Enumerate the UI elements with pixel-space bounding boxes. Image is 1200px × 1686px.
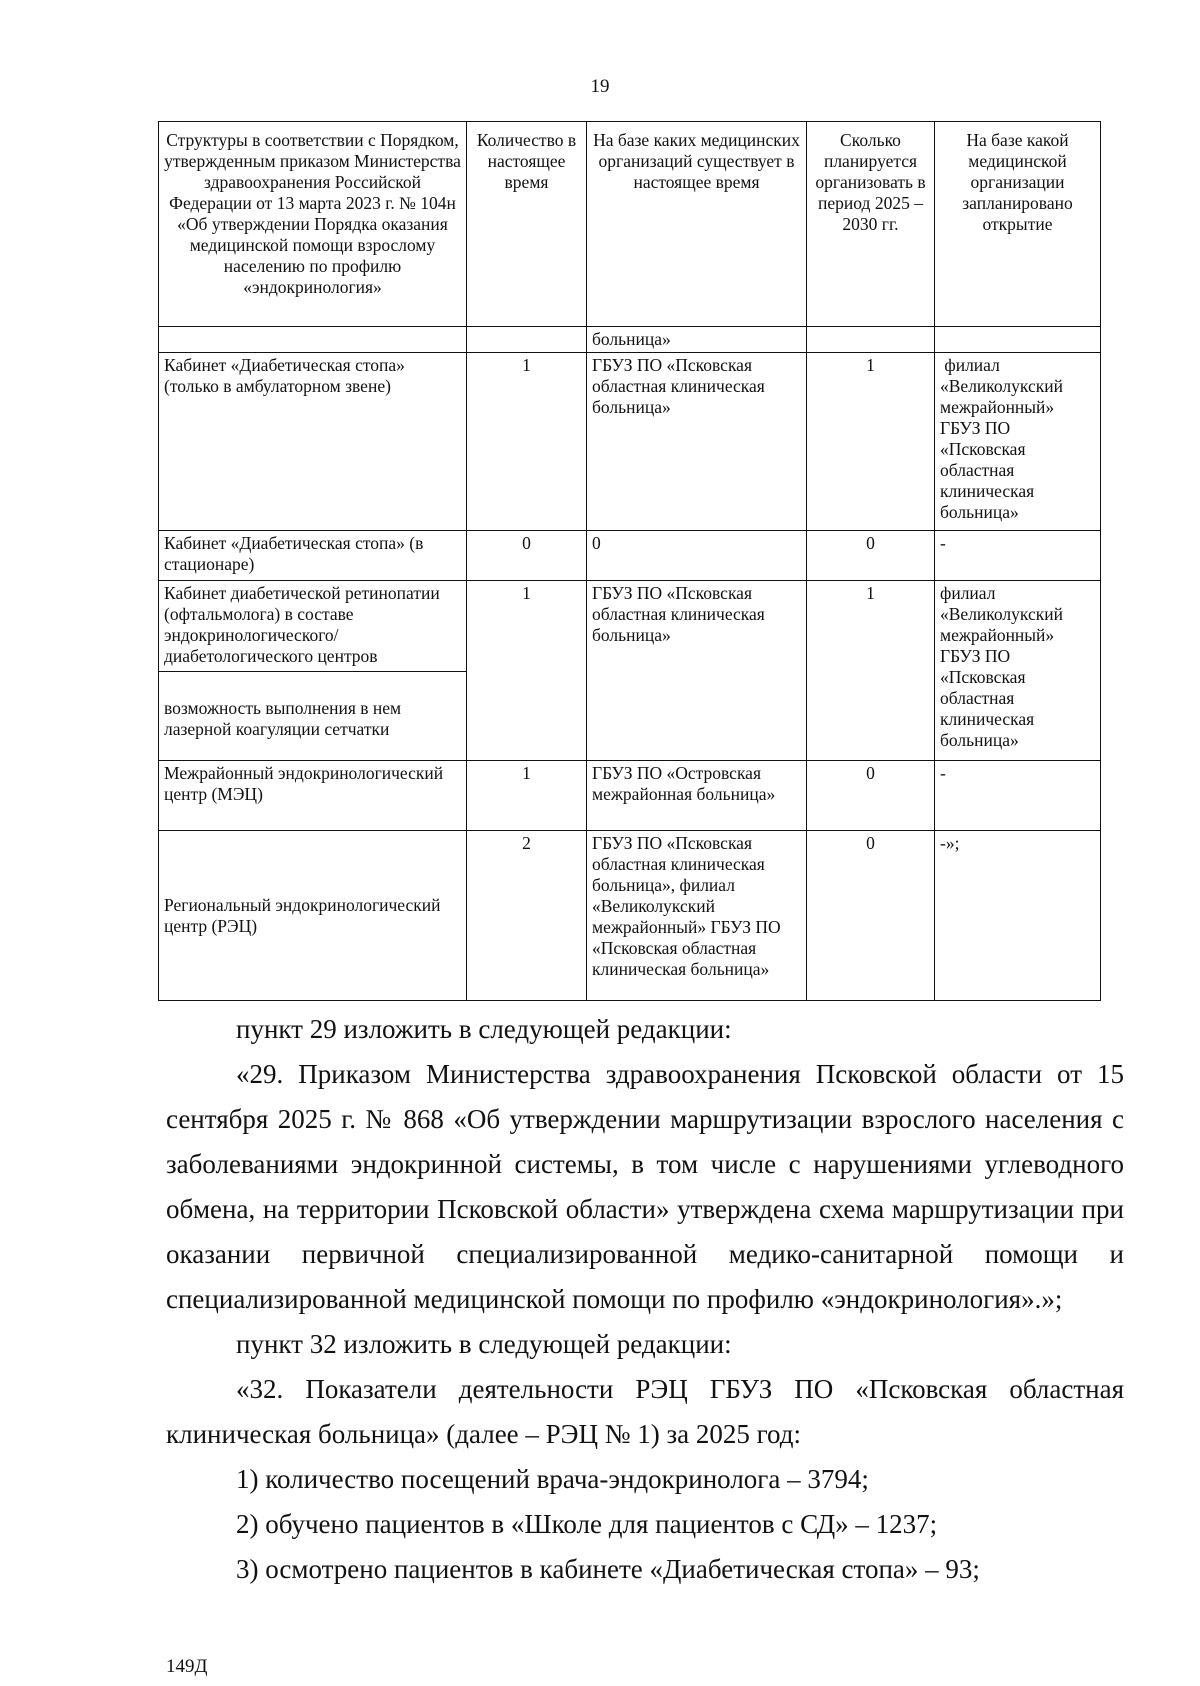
table-row-continuation bbox=[159, 327, 1101, 353]
list-item: 2) обучено пациентов в «Школе для пациентов с СД» – 1237; bbox=[236, 1509, 938, 1539]
cell-base: ГБУЗ ПО «Псковская областная клиническая больница» bbox=[587, 353, 807, 531]
cell-planned: 1 bbox=[807, 581, 935, 761]
paragraph-item29: «29. Приказом Министерства здравоохранения Псковской области от 15 сентября 2025 г. № 868 «Об утверждении маршрутизации взрослого населения с заболеваниями эндокринной системы, в том числе с нарушениями углеводного обмена, на территории Псковской области» утверждена схема маршрутизации при оказании первичной специализированной медико-санитарной помощи и специализированной медицинской помощи по профилю «эндокринология».»; bbox=[166, 1059, 1124, 1314]
cell-structure: Региональный эндокринологический центр (РЭЦ) bbox=[159, 831, 467, 1001]
cell-planned: 0 bbox=[807, 531, 935, 581]
footer-code: 149Д bbox=[166, 1656, 208, 1677]
cell-planned-base: -»; bbox=[935, 831, 1101, 1001]
header-base: На базе каких медицинских организаций существует в настоящее время bbox=[587, 122, 807, 327]
table-row bbox=[159, 581, 1101, 761]
cell-count: 1 bbox=[467, 581, 587, 761]
cell-structure-main: Кабинет диабетической ретинопатии (офтальмолога) в составе эндокринологического/ диабетологического центров bbox=[159, 583, 466, 672]
header-planned: Сколько планируется организовать в период 2025 – 2030 гг. bbox=[807, 122, 935, 327]
cell-base: ГБУЗ ПО «Островская межрайонная больница» bbox=[587, 761, 807, 831]
list-item: 3) осмотрено пациентов в кабинете «Диабетическая стопа» – 93; bbox=[236, 1554, 980, 1584]
table-row bbox=[159, 353, 1101, 531]
cell-structure: Межрайонный эндокринологический центр (МЭЦ) bbox=[159, 761, 467, 831]
table-row bbox=[159, 531, 1101, 581]
table-row bbox=[159, 761, 1101, 831]
cell-planned-base: филиал «Великолукский межрайонный» ГБУЗ ПО «Псковская областная клиническая больница» bbox=[935, 353, 1101, 531]
table-row bbox=[159, 831, 1101, 1001]
cell-count: 1 bbox=[467, 353, 587, 531]
header-structures: Структуры в соответствии с Порядком, утвержденным приказом Министерства здравоохранения Российской Федерации от 13 марта 2023 г. № 104н «Об утверждении Порядка оказания медицинской помощи взрослому населению по профилю «эндокринология» bbox=[159, 122, 467, 327]
cell-structure-extra: возможность выполнения в нем лазерной коагуляции сетчатки bbox=[164, 698, 402, 739]
paragraph-item29-intro: пункт 29 изложить в следующей редакции: bbox=[236, 1014, 732, 1044]
continuation-text: больница» bbox=[587, 327, 807, 353]
cell-structure: Кабинет «Диабетическая стопа» (в стационаре) bbox=[159, 531, 467, 581]
cell-planned-base: - bbox=[935, 761, 1101, 831]
cell-planned: 0 bbox=[807, 831, 935, 1001]
cell-planned: 1 bbox=[807, 353, 935, 531]
list-item: 1) количество посещений врача-эндокринолога – 3794; bbox=[236, 1464, 869, 1494]
paragraph-item32: «32. Показатели деятельности РЭЦ ГБУЗ ПО «Псковская областная клиническая больница» (далее – РЭЦ № 1) за 2025 год: bbox=[166, 1374, 1124, 1449]
structures-table bbox=[158, 121, 1101, 1001]
cell-planned-base: - bbox=[935, 531, 1101, 581]
cell-base: ГБУЗ ПО «Псковская областная клиническая больница» bbox=[587, 581, 807, 761]
cell-count: 0 bbox=[467, 531, 587, 581]
table-header-row bbox=[159, 122, 1101, 327]
cell-base: ГБУЗ ПО «Псковская областная клиническая больница», филиал «Великолукский межрайонный» ГБУЗ ПО «Псковская областная клиническая больница» bbox=[587, 831, 807, 1001]
header-count: Количество в настоящее время bbox=[467, 122, 587, 327]
paragraph-item32-intro: пункт 32 изложить в следующей редакции: bbox=[236, 1329, 732, 1359]
cell-structure bbox=[159, 581, 467, 761]
header-planned-base: На базе какой медицинской организации запланировано открытие bbox=[935, 122, 1101, 327]
page-number: 19 bbox=[590, 76, 610, 97]
cell-count: 1 bbox=[467, 761, 587, 831]
body-text bbox=[166, 1007, 1124, 1592]
cell-base: 0 bbox=[587, 531, 807, 581]
cell-planned: 0 bbox=[807, 761, 935, 831]
cell-planned-base: филиал «Великолукский межрайонный» ГБУЗ ПО «Псковская областная клиническая больница» bbox=[935, 581, 1101, 761]
cell-count: 2 bbox=[467, 831, 587, 1001]
cell-structure: Кабинет «Диабетическая стопа» (только в амбулаторном звене) bbox=[159, 353, 467, 531]
